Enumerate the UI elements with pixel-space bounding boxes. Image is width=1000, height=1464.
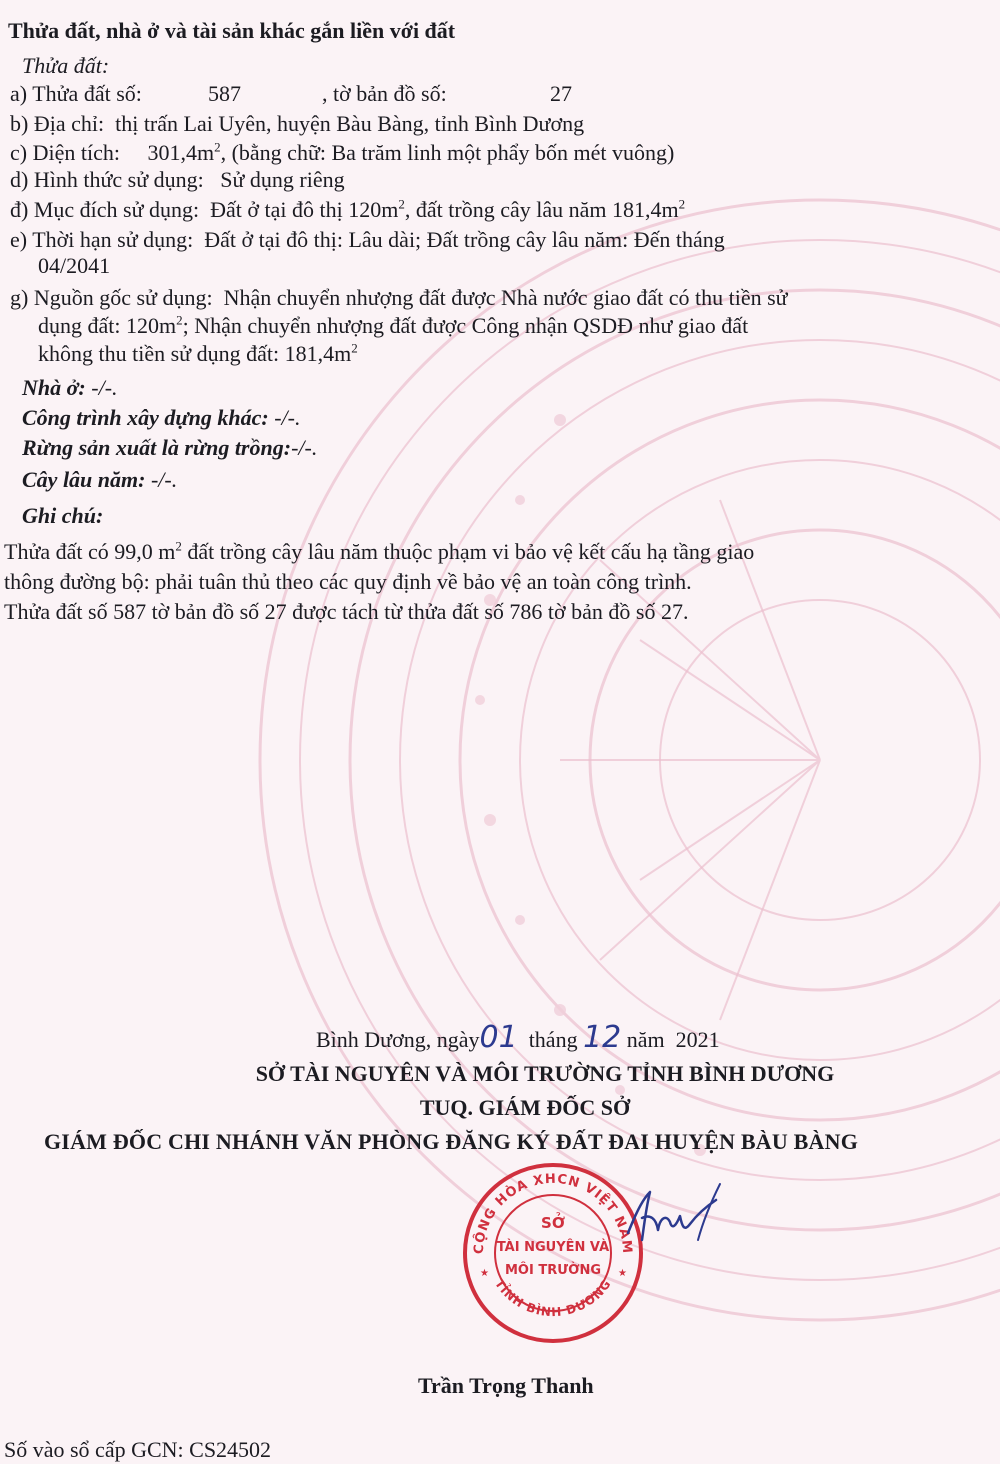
- address-label: b) Địa chỉ:: [10, 111, 105, 136]
- purpose-line: [10, 196, 685, 224]
- other-works-label: Công trình xây dựng khác:: [22, 405, 269, 430]
- note-line-1: [4, 538, 754, 566]
- map-label: , tờ bản đồ số:: [322, 81, 447, 106]
- notes-heading: Ghi chú:: [22, 503, 104, 528]
- perennial-value: -/-.: [150, 467, 178, 492]
- registry-number: Số vào sổ cấp GCN: CS24502: [4, 1437, 272, 1462]
- origin-line-3: [38, 340, 358, 368]
- svg-text:★: ★: [480, 1268, 489, 1279]
- on-behalf: TUQ. GIÁM ĐỐC SỞ: [419, 1095, 631, 1120]
- house-line: [22, 374, 118, 402]
- origin-value-2a: dụng đất: 120m: [38, 313, 177, 338]
- parcel-number: 587: [208, 81, 241, 106]
- purpose-superscript-1: 2: [398, 196, 405, 212]
- stamp-bottom-text: TỈNH BÌNH DƯƠNG: [492, 1276, 614, 1320]
- stamp-ring-text: CỘNG HÒA XHCN VIỆT NAM: [471, 1171, 635, 1255]
- area-unit-superscript: 2: [214, 139, 221, 155]
- purpose-part-1: Đất ở tại đô thị 120m: [210, 197, 399, 222]
- origin-line-1: [10, 284, 788, 312]
- svg-text:★: ★: [618, 1268, 627, 1279]
- other-works-line: [22, 404, 300, 432]
- parcel-label: a) Thửa đất số:: [10, 81, 142, 106]
- signer-title: GIÁM ĐỐC CHI NHÁNH VĂN PHÒNG ĐĂNG KÝ ĐẤT ĐAI HUYỆN BÀU BÀNG: [44, 1129, 859, 1154]
- land-heading: Thửa đất:: [22, 53, 110, 78]
- perennial-line: [22, 466, 177, 494]
- signer-name: Trần Trọng Thanh: [418, 1373, 594, 1398]
- term-label: e) Thời hạn sử dụng:: [10, 227, 194, 252]
- area-label: c) Diện tích:: [10, 140, 120, 165]
- handwritten-signature: [620, 1178, 730, 1258]
- origin-superscript-2: 2: [351, 340, 358, 356]
- date-day: 01: [479, 1020, 518, 1055]
- svg-text:TỈNH BÌNH DƯƠNG: [492, 1277, 614, 1320]
- term-value: Đất ở tại đô thị: Lâu dài; Đất trồng cây lâu năm: Đến tháng: [204, 227, 725, 252]
- use-form-label: d) Hình thức sử dụng:: [10, 167, 204, 192]
- forest-label: Rừng sản xuất là rừng trồng:: [22, 435, 292, 460]
- parcel-line: [10, 80, 142, 108]
- stamp-center-1: SỞ: [541, 1214, 565, 1232]
- house-label: Nhà ở:: [22, 375, 86, 400]
- note-1b: đất trồng cây lâu năm thuộc phạm vi bảo vệ kết cấu hạ tầng giao: [181, 539, 755, 564]
- date-place: Bình Dương, ngày: [316, 1027, 480, 1052]
- area-words: , (bằng chữ: Ba trăm linh một phẩy bốn mét vuông): [220, 140, 675, 165]
- stamp-center-2: TÀI NGUYÊN VÀ: [496, 1240, 610, 1255]
- note-superscript: 2: [175, 538, 182, 554]
- other-works-value: -/-.: [274, 405, 301, 430]
- date-year: 2021: [675, 1027, 720, 1052]
- perennial-label: Cây lâu năm:: [22, 467, 146, 492]
- origin-value-1: Nhận chuyển nhượng đất được Nhà nước giao đất có thu tiền sử: [223, 285, 788, 310]
- date-year-label: năm: [626, 1027, 665, 1052]
- date-month-label: tháng: [528, 1027, 578, 1052]
- origin-value-3: không thu tiền sử dụng đất: 181,4m: [38, 341, 352, 366]
- area-value: 301,4m: [147, 140, 215, 165]
- origin-superscript-1: 2: [176, 312, 183, 328]
- origin-value-2b: ; Nhận chuyển nhượng đất được Công nhận QSDĐ như giao đất: [182, 313, 749, 338]
- purpose-superscript-2: 2: [678, 196, 686, 212]
- date-month: 12: [583, 1020, 622, 1055]
- use-form-value: Sử dụng riêng: [220, 167, 345, 192]
- note-line-2: thông đường bộ: phải tuân thủ theo các quy định về bảo vệ an toàn công trình.: [4, 569, 692, 594]
- use-form-line: [10, 166, 345, 194]
- date-line: [316, 1020, 720, 1055]
- origin-label: g) Nguồn gốc sử dụng:: [10, 285, 213, 310]
- forest-line: [22, 434, 317, 462]
- note-line-3: Thửa đất số 587 tờ bản đồ số 27 được tách từ thửa đất số 786 tờ bản đồ số 27.: [4, 599, 689, 624]
- term-value-2: 04/2041: [38, 253, 111, 278]
- purpose-part-2: , đất trồng cây lâu năm 181,4m: [404, 197, 679, 222]
- purpose-label: đ) Mục đích sử dụng:: [10, 197, 200, 222]
- term-line: [10, 226, 725, 254]
- map-number: 27: [550, 81, 572, 106]
- address-line: [10, 110, 584, 138]
- note-1a: Thửa đất có 99,0 m: [4, 539, 176, 564]
- stamp-center-3: MÔI TRƯỜNG: [505, 1263, 601, 1278]
- address-value: thị trấn Lai Uyên, huyện Bàu Bàng, tỉnh Bình Dương: [115, 111, 585, 136]
- department-name: SỞ TÀI NGUYÊN VÀ MÔI TRƯỜNG TỈNH BÌNH DƯƠNG: [255, 1061, 835, 1086]
- area-line: [10, 139, 674, 167]
- origin-line-2: [38, 312, 748, 340]
- forest-value: -/-.: [291, 435, 318, 460]
- house-value: -/-.: [91, 375, 118, 400]
- section-title: Thửa đất, nhà ở và tài sản khác gắn liền với đất: [8, 18, 456, 43]
